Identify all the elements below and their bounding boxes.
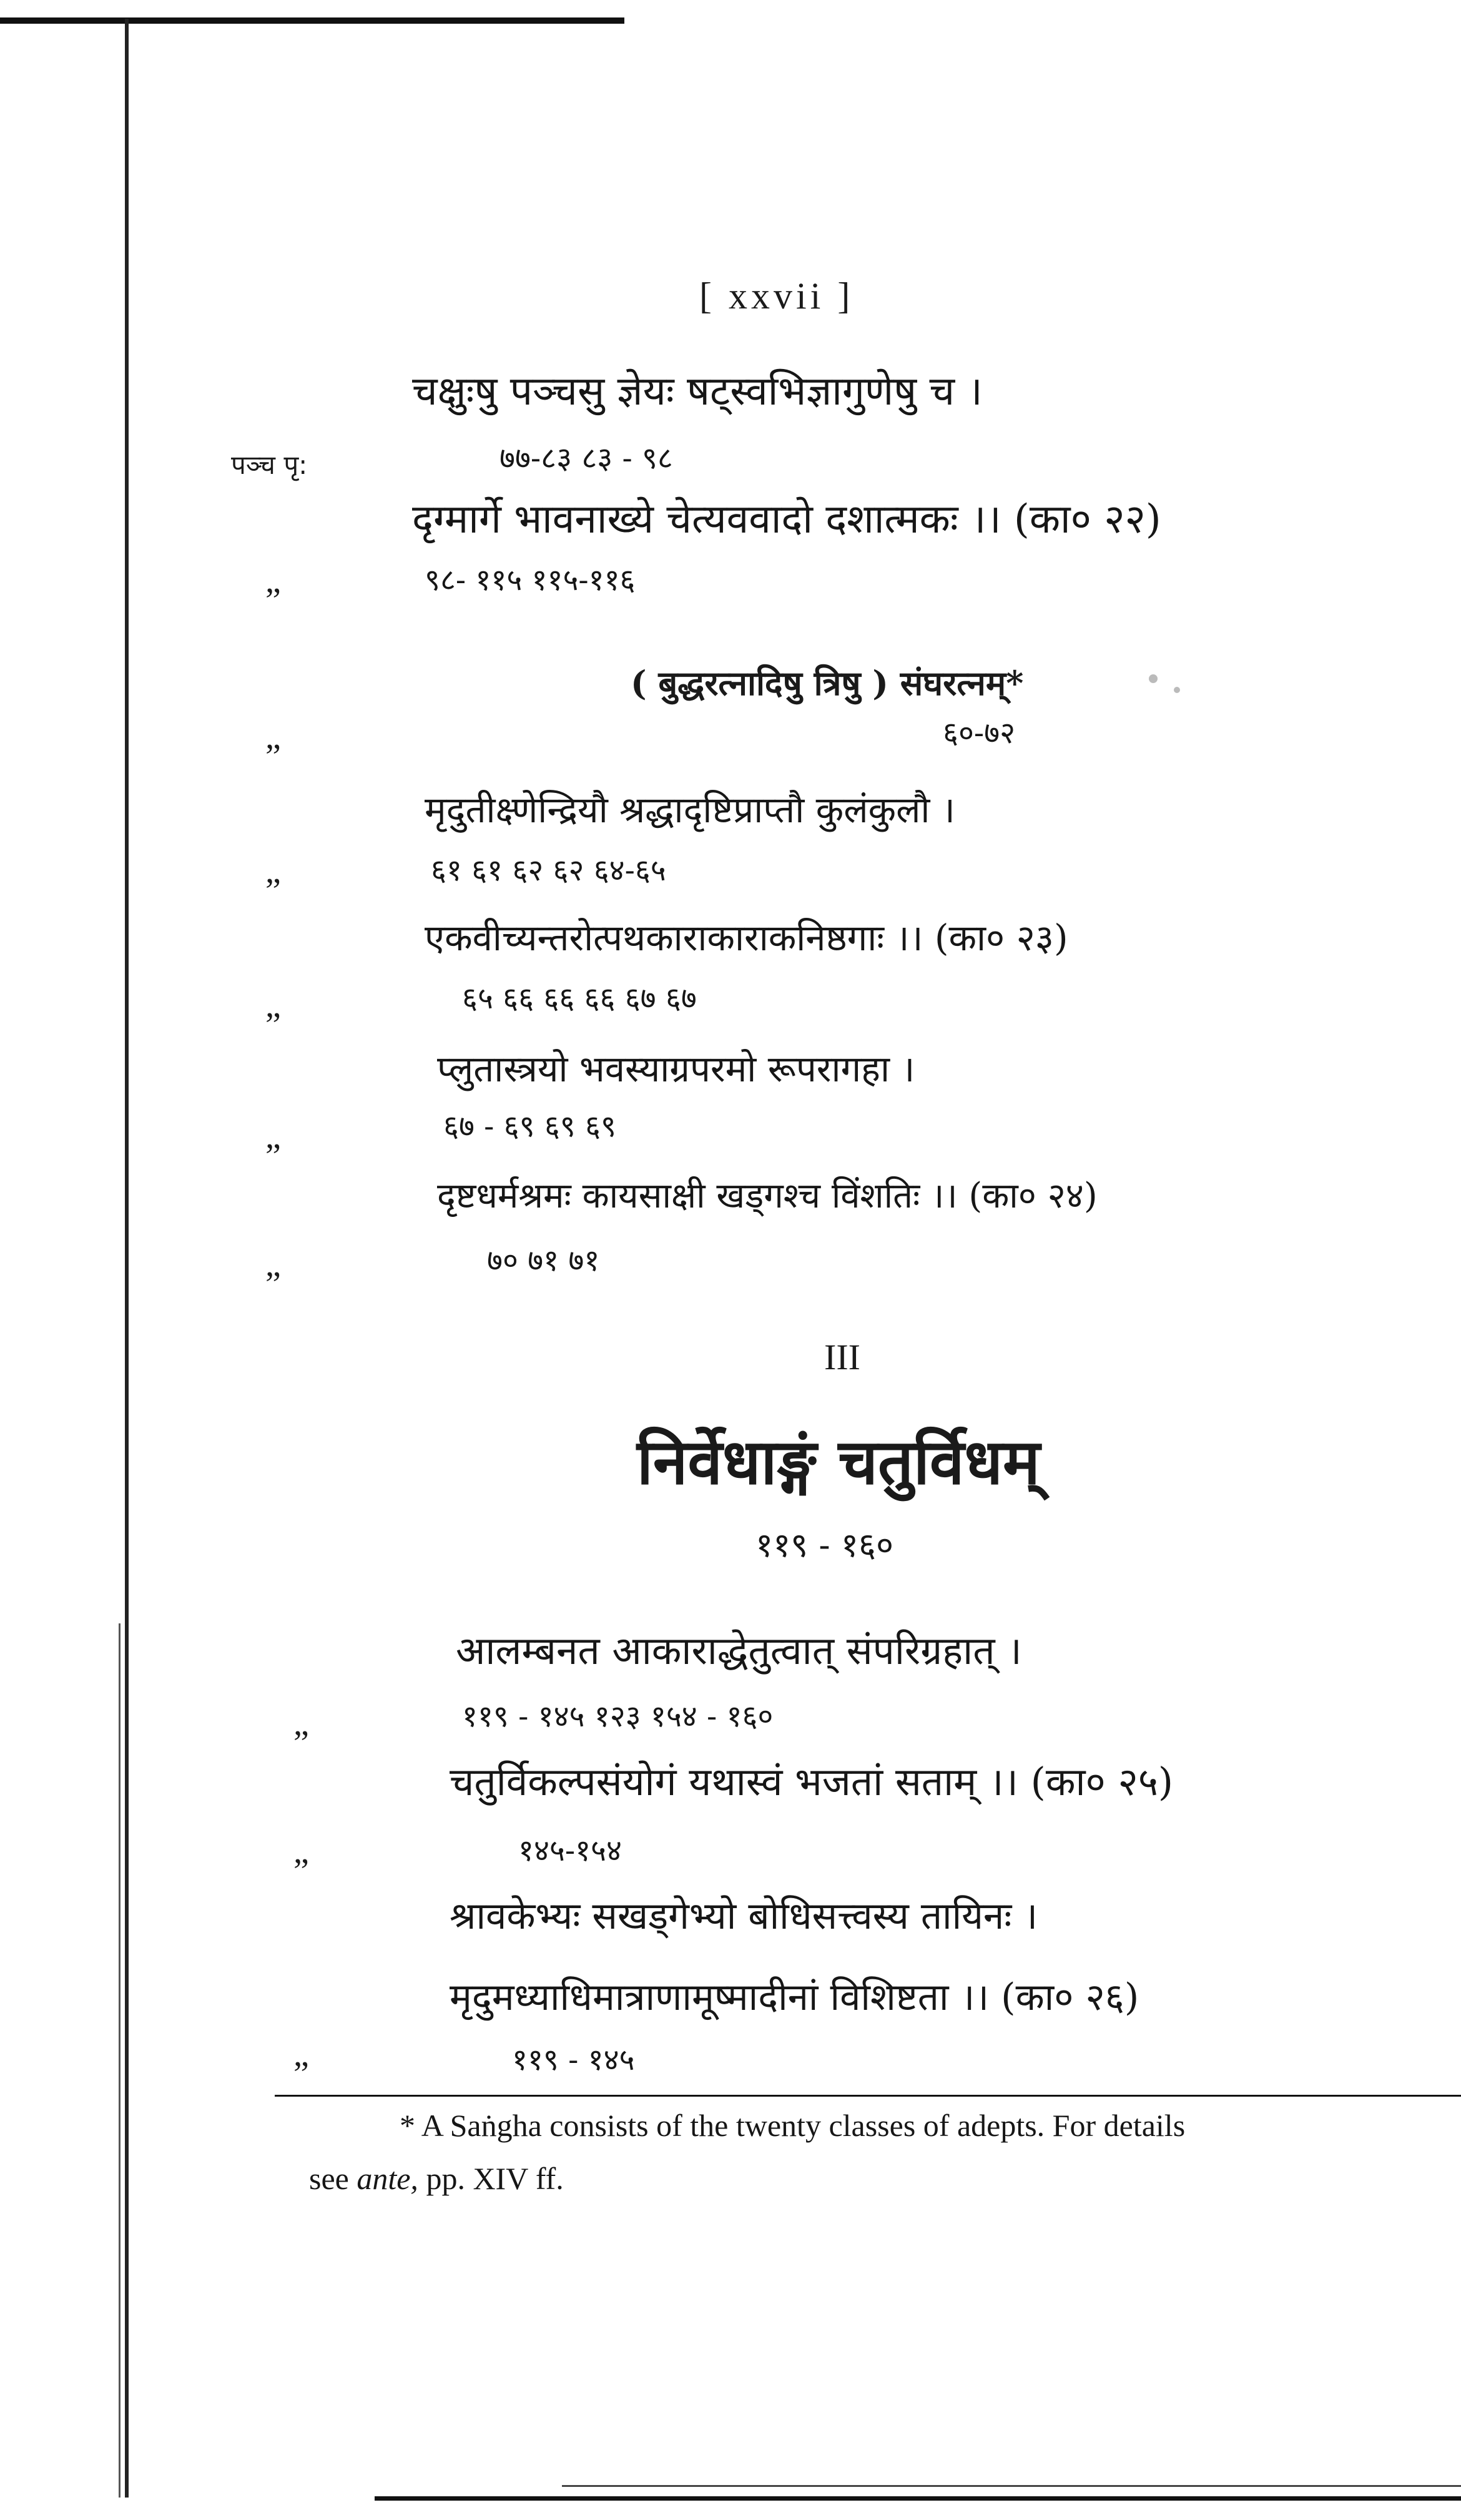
verse-line: आलम्बनत आकाराद्धेतुत्वात् संपरिग्रहात् । xyxy=(456,1628,1022,1673)
footnote-text: pp. XIV ff. xyxy=(418,2161,564,2196)
footnote-separator xyxy=(275,2095,1461,2097)
ditto-mark: ” xyxy=(265,872,281,910)
verse-numbers: ७७-८३ ८३ - ९८ xyxy=(499,441,673,476)
verse-numbers: ११९ - १४५ xyxy=(512,2042,635,2077)
ditto-mark: ” xyxy=(265,1137,281,1176)
ditto-mark: ” xyxy=(265,1265,281,1304)
ditto-mark: ” xyxy=(265,581,281,620)
smudge xyxy=(1174,687,1180,693)
verse-line: मृदुमध्याधिमात्राणामूष्मादीनां विशिष्टता ।। (का० २६) xyxy=(450,1976,1139,2019)
verse-numbers: १४५-१५४ xyxy=(518,1833,622,1868)
verse-line: श्रावकेभ्यः सखड्गेभ्यो बोधिसत्त्वस्य तायिनः । xyxy=(450,1894,1038,1938)
left-inner-line xyxy=(119,1623,121,2498)
footnote-text: see xyxy=(309,2161,357,2196)
subheading: ( बुद्धरत्नादिषु त्रिषु ) संघरत्नम्* xyxy=(631,663,1024,703)
page-number: [ xxvii ] xyxy=(699,275,854,317)
side-label: पञ्च पृ: xyxy=(231,450,308,480)
footnote-italic: ante, xyxy=(357,2161,418,2196)
verse-numbers: ६५ ६६ ६६ ६६ ६७ ६७ xyxy=(462,981,697,1016)
verse-numbers: ६१ ६१ ६२ ६२ ६४-६५ xyxy=(431,853,666,888)
verse-line: प्लुतास्त्रयो भवस्याग्रपरमो रूपरागहा । xyxy=(437,1048,915,1090)
section-title: निर्वेधाङ्गं चतुर्विधम् xyxy=(637,1425,1040,1499)
verse-line: दृग्मार्गे भावनाख्ये चेत्यववादो दशात्मकः ।। (का० २२) xyxy=(412,496,1161,543)
ditto-mark: ” xyxy=(265,1006,281,1045)
bottom-edge-line-2 xyxy=(562,2485,1461,2487)
footnote-line: * A Saṅgha consists of the twenty classes of adepts. For details xyxy=(400,2108,1186,2143)
verse-numbers: ६७ - ६९ ६९ ६९ xyxy=(443,1109,616,1144)
verse-numbers: ९८- ११५ ११५-११६ xyxy=(425,563,636,598)
ditto-mark: ” xyxy=(293,2055,309,2094)
ditto-mark: ” xyxy=(293,1724,309,1763)
verse-numbers: ११९ - १४५ १२३ १५४ - १६० xyxy=(462,1699,774,1734)
verse-line: चतुर्विकल्पसंयोगं यथास्वं भजतां सताम् ।। (का० २५) xyxy=(450,1759,1174,1804)
smudge xyxy=(1149,674,1158,683)
verse-line: एकवीच्यन्तरोत्पथकाराकाराकनिष्ठगाः ।। (का० २३) xyxy=(425,917,1068,959)
verse-numbers: ७० ७१ ७१ xyxy=(487,1243,600,1278)
top-edge-line xyxy=(0,17,624,24)
ditto-mark: ” xyxy=(265,737,281,776)
subheading-range: ६०-७२ xyxy=(943,716,1016,751)
footnote-line xyxy=(309,2160,564,2197)
left-margin-line xyxy=(125,19,129,2498)
bottom-edge-line xyxy=(375,2496,1461,2501)
verse-line: दृष्टधर्मश्रमः कायसाक्षी खड्गश्च विंशतिः ।। (का० २४) xyxy=(437,1176,1098,1216)
section-number: III xyxy=(824,1337,860,1377)
verse-line: चक्षुःषु पञ्चसु ज्ञेयः षट्स्वभिज्ञागुणेषु च । xyxy=(412,368,983,415)
section-range: ११९ - १६० xyxy=(755,1525,894,1565)
verse-line: मृदुतीक्ष्णेन्द्रियौ श्रद्धादृष्टिप्राप्तौ कुलंकुलौ । xyxy=(425,789,955,831)
ditto-mark: ” xyxy=(293,1852,309,1891)
